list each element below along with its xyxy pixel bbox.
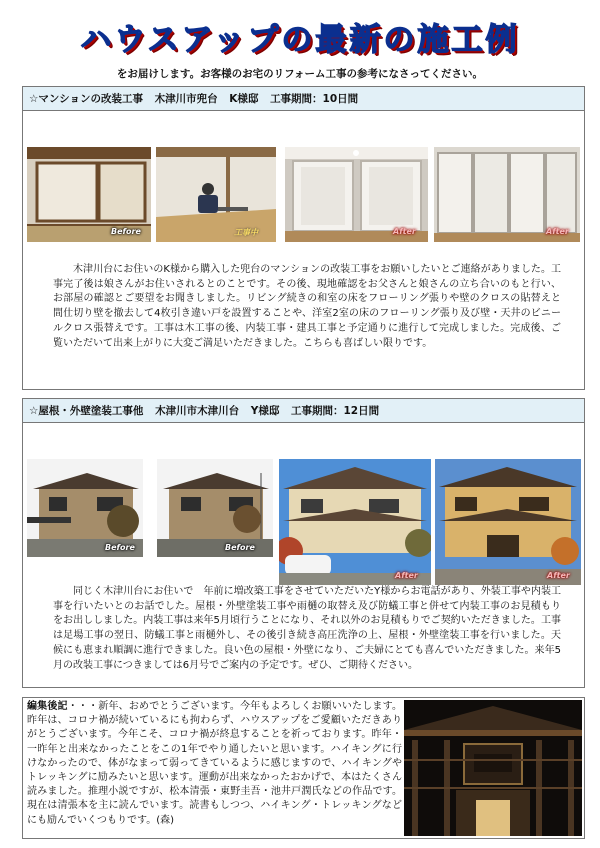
section-title: ☆屋根・外壁塗装工事他 bbox=[29, 405, 144, 417]
photo-caption: After bbox=[546, 227, 569, 236]
house-after-photo bbox=[279, 459, 431, 585]
section-title: ☆マンションの改装工事 bbox=[29, 93, 143, 105]
page-subtitle: をお届けします。お客様のお宅のリフォーム工事の参考になさってください。 bbox=[116, 68, 484, 80]
page-title: ハウスアップの最新の施工例 bbox=[80, 22, 520, 58]
section-mansion-renovation bbox=[22, 86, 585, 390]
photo-caption: 工事中 bbox=[234, 228, 258, 237]
editor-note bbox=[22, 697, 585, 839]
editor-note-text bbox=[27, 700, 402, 828]
section-exterior-painting bbox=[22, 398, 585, 688]
photo-caption: Before bbox=[225, 543, 255, 552]
section-header bbox=[23, 87, 584, 111]
room-after-photo bbox=[434, 147, 580, 242]
editor-note-label: 編集後記 bbox=[27, 701, 68, 712]
section-period: 工事期間：12日間 bbox=[291, 405, 380, 417]
house-before-photo bbox=[27, 459, 143, 557]
house-after-photo bbox=[435, 459, 581, 585]
temple-photo bbox=[404, 700, 582, 836]
photo-caption: Before bbox=[111, 227, 141, 236]
section-client: Y様邸 bbox=[250, 405, 280, 417]
section-header bbox=[23, 399, 584, 423]
section-client: K様邸 bbox=[229, 93, 259, 105]
section-description: 木津川台にお住いのK様から購入した兜台のマンションの改装工事をお願いしたいとご連絡がありました。工事完了後は娘さんがお住いされるとのことです。その後、現地確認をお父さんと娘さんの立ち合いのもと行い、お部屋の確認とご要望をお聞きしました。リビング続きの和室の床をフローリング張りや壁のクロスの貼替えと間仕切り壁を撤去して4枚引き違い戸を設置することや、洋室2室の床のフローリング張り及び壁・天井のビニールクロス張替えです。工事は木工事の後、内装工事・建具工事と予定通りに進行して完成しました。完成後、ご覧いただいて出来上がりに大変ご満足いただきました。こちらも喜ばしい限りです。 bbox=[53, 264, 561, 349]
editor-note-body: ・・・新年、おめでとうございます。今年もよろしくお願いいたします。昨年は、コロナ禍が続いているにも拘わらず、ハウスアップをご愛顧いただきありがとうございます。今年こそ、コロナ禍が終息することを祈っております。昨年・一昨年と出来なかったことをこの1年でやり通したいと思います。ハイキングに行けなかったので、体がなまって弱ってきているように感じますので、ハイキングやトレッキングに励みたいと思います。運動が出来なかったおかげで、本はたくさん読みました。推理小説ですが、松本清張・東野圭吾・池井戸潤氏などの作品です。現在は清張本を主に読んでいます。読書もしつつ、ハイキング・トレッキングなどにも励んでいくつもりです。(森) bbox=[27, 701, 402, 826]
section-period: 工事期間：10日間 bbox=[270, 93, 359, 105]
house-before-photo bbox=[157, 459, 273, 557]
room-before-photo bbox=[27, 147, 151, 242]
room-after-photo bbox=[285, 147, 428, 242]
photo-caption: Before bbox=[105, 543, 135, 552]
photo-caption: After bbox=[393, 227, 416, 236]
section-location: 木津川市兜台 bbox=[154, 93, 218, 105]
section-location: 木津川市木津川台 bbox=[155, 405, 240, 417]
photo-caption: After bbox=[395, 571, 418, 580]
photo-caption: After bbox=[547, 571, 570, 580]
room-construction-photo bbox=[156, 147, 276, 242]
section-description: 同じく木津川台にお住いで 年前に増改築工事をさせていただいたY様からお電話があり、外装工事や内装工事を行いたいとのお話でした。屋根・外壁塗装工事や雨樋の取替え及び防蟻工事と併せて内装工事のお見積もりをお出ししました。内装工事は来年5月頃行うことになり、それ以外のお見積もりでご契約いただきました。工事は足場工事の翌日、防蟻工事と雨樋外し、その後引き続き高圧洗浄の上、屋根・外壁塗装工事を行いました。天候にも恵まれ順調に進行できました。良い色の屋根・外壁になり、ご夫婦にとても喜んでいただきました。来年5月の改装工事につきましては6月号でご案内の予定です。ぜひ、ご期待ください。 bbox=[53, 586, 561, 671]
